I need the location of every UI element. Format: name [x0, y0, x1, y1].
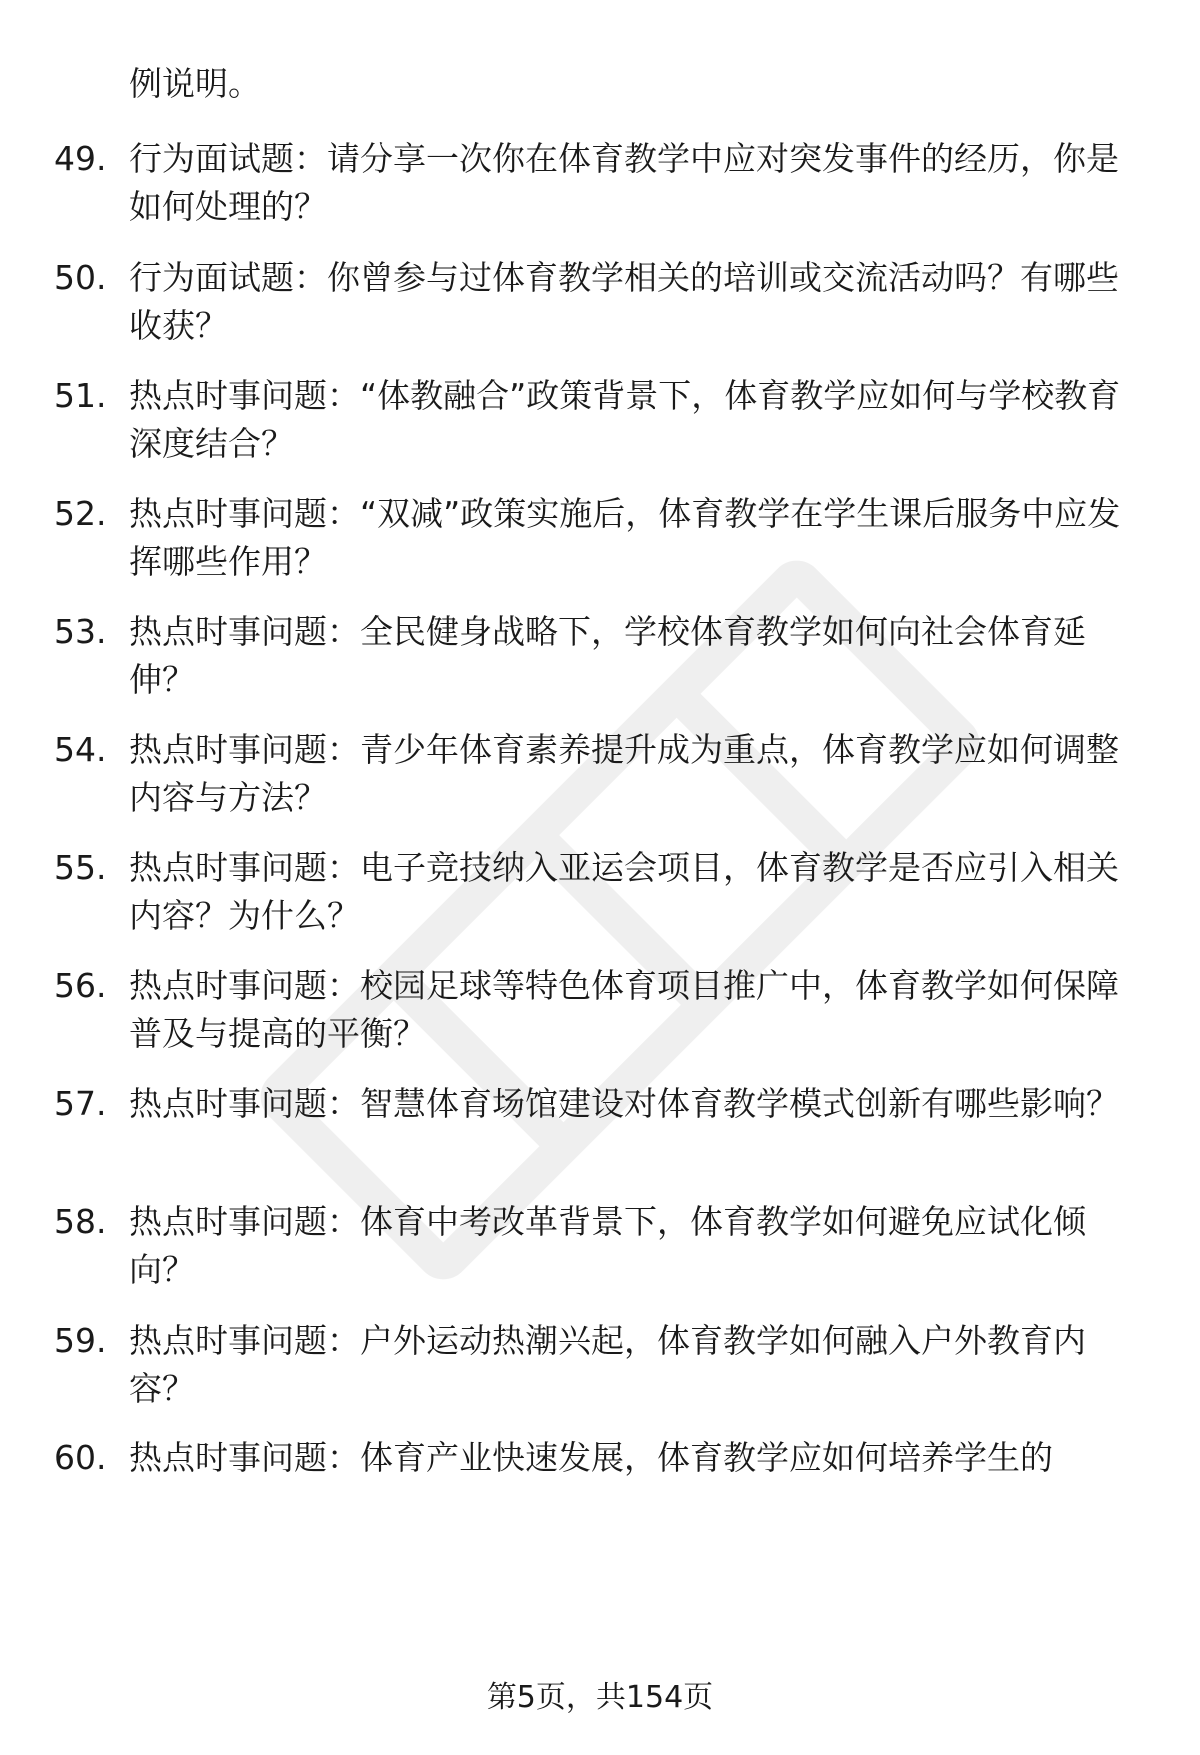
question-number: 51. — [54, 376, 107, 415]
question-text: 热点时事问题：智慧体育场馆建设对体育教学模式创新有哪些影响？ — [129, 1084, 1119, 1123]
question-text: 热点时事问题：“双减”政策实施后，体育教学在学生课后服务中应发挥哪些作用？ — [129, 494, 1121, 581]
question-text: 行为面试题：请分享一次你在体育教学中应对突发事件的经历，你是如何处理的？ — [129, 139, 1119, 226]
continuation-text: 例说明。 — [129, 64, 261, 103]
question-number: 55. — [54, 848, 107, 887]
question-number: 60. — [54, 1438, 107, 1477]
question-text: 热点时事问题：体育产业快速发展，体育教学应如何培养学生的 — [129, 1438, 1053, 1477]
question-number: 49. — [54, 139, 107, 178]
page-footer: 第5页，共154页 — [486, 1680, 714, 1715]
question-text: 热点时事问题：“体教融合”政策背景下，体育教学应如何与学校教育深度结合？ — [129, 376, 1121, 463]
question-number: 59. — [54, 1321, 107, 1360]
question-text: 热点时事问题：全民健身战略下，学校体育教学如何向社会体育延伸？ — [129, 612, 1086, 699]
question-text: 行为面试题：你曾参与过体育教学相关的培训或交流活动吗？有哪些收获？ — [129, 258, 1119, 345]
question-number: 52. — [54, 494, 107, 533]
question-text: 热点时事问题：校园足球等特色体育项目推广中，体育教学如何保障普及与提高的平衡？ — [129, 966, 1119, 1053]
question-number: 54. — [54, 730, 107, 769]
question-text: 热点时事问题：青少年体育素养提升成为重点，体育教学应如何调整内容与方法？ — [129, 730, 1119, 817]
question-number: 50. — [54, 258, 107, 297]
question-number: 57. — [54, 1084, 107, 1123]
question-number: 58. — [54, 1202, 107, 1241]
question-number: 56. — [54, 966, 107, 1005]
question-text: 热点时事问题：电子竞技纳入亚运会项目，体育教学是否应引入相关内容？为什么？ — [129, 848, 1119, 935]
question-number: 53. — [54, 612, 107, 651]
question-text: 热点时事问题：户外运动热潮兴起，体育教学如何融入户外教育内容？ — [129, 1321, 1086, 1408]
question-text: 热点时事问题：体育中考改革背景下，体育教学如何避免应试化倾向？ — [129, 1202, 1086, 1289]
